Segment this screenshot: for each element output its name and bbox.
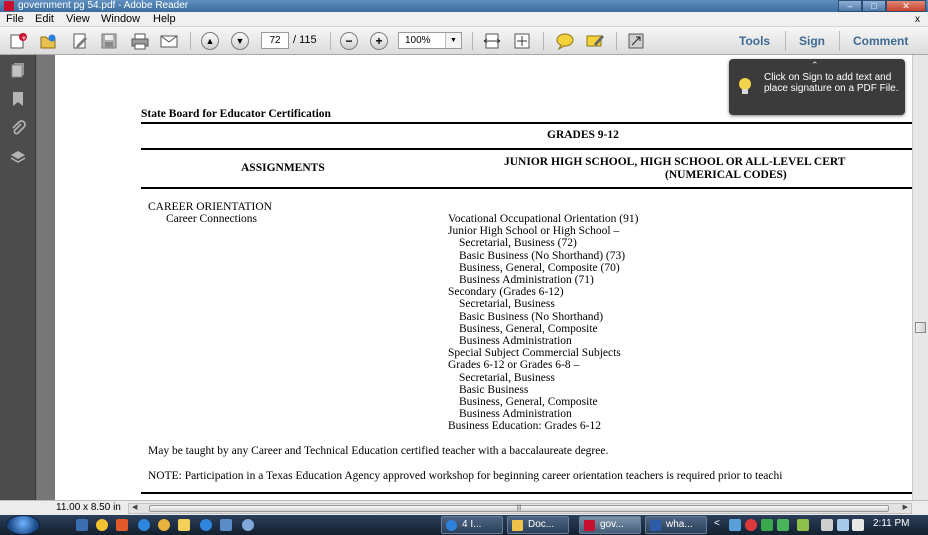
- page-total: / 115: [293, 34, 317, 46]
- minimize-button[interactable]: –: [838, 0, 862, 12]
- word-icon: [650, 520, 661, 531]
- zoom-level-select[interactable]: [398, 32, 462, 49]
- qualification-item: Secretarial, Business: [459, 371, 555, 384]
- page-thumbnails-icon[interactable]: [9, 62, 27, 78]
- chrome-icon[interactable]: [158, 519, 170, 531]
- career-orientation-label: CAREER ORIENTATION: [148, 201, 272, 213]
- taskbar: [0, 515, 928, 535]
- print-icon[interactable]: [130, 32, 150, 50]
- table-rule: [141, 187, 912, 189]
- grades-heading: GRADES 9-12: [547, 129, 619, 141]
- qualification-item: Secretarial, Business (72): [459, 237, 577, 250]
- remote-desktop-icon[interactable]: [220, 519, 232, 531]
- page-size: 11.00 x 8.50 in: [56, 502, 121, 513]
- scrollbar-thumb[interactable]: [915, 322, 926, 333]
- comment-pane-link[interactable]: Comment: [853, 34, 909, 48]
- numerical-codes-heading: (NUMERICAL CODES): [665, 169, 787, 181]
- signal-icon[interactable]: [821, 519, 833, 531]
- zoom-in-button[interactable]: +: [369, 32, 389, 50]
- qualification-item: Junior High School or High School –: [448, 225, 620, 238]
- start-button[interactable]: [6, 515, 40, 535]
- horizontal-scrollbar-thumb[interactable]: |||: [149, 505, 889, 512]
- security-icon[interactable]: [745, 519, 757, 531]
- document-header: State Board for Educator Certification: [141, 108, 331, 120]
- taskbar-button-label: Doc...: [528, 519, 555, 530]
- toolbar-divider: [543, 32, 544, 50]
- lightbulb-icon: [737, 77, 753, 100]
- assignments-heading: ASSIGNMENTS: [241, 162, 325, 174]
- system-clock[interactable]: 2:11 PM: [873, 518, 910, 529]
- antivirus-icon[interactable]: [797, 519, 809, 531]
- toolbar-divider: [330, 32, 331, 50]
- qualification-item: Vocational Occupational Orientation (91): [448, 213, 639, 225]
- taskbar-button-adobe-reader[interactable]: [579, 516, 641, 534]
- volume-icon[interactable]: [852, 519, 864, 531]
- taskbar-button-word[interactable]: [645, 516, 707, 534]
- taskbar-button-label: gov...: [600, 519, 624, 530]
- open-icon[interactable]: [38, 32, 58, 50]
- chevron-down-icon[interactable]: ▼: [445, 33, 461, 48]
- svg-text:+: +: [21, 34, 27, 42]
- window-controls: [838, 0, 926, 12]
- zoom-out-button[interactable]: −: [339, 32, 359, 50]
- toolbar-divider: [472, 32, 473, 50]
- qualification-item: Business, General, Composite (70): [459, 261, 620, 274]
- toolbar-divider: [785, 31, 786, 51]
- email-icon[interactable]: [159, 32, 179, 50]
- scroll-right-icon[interactable]: ▶: [902, 504, 908, 511]
- menu-window[interactable]: Window: [101, 13, 141, 25]
- toolbar-divider: [616, 32, 617, 50]
- qualification-item: Basic Business (No Shorthand): [459, 310, 604, 323]
- edit-document-icon[interactable]: [70, 32, 90, 50]
- tray-expand-icon[interactable]: <: [714, 518, 720, 529]
- document-view[interactable]: [37, 55, 912, 500]
- network-icon[interactable]: [729, 519, 741, 531]
- header-rule: [141, 122, 912, 124]
- internet-explorer-icon[interactable]: [138, 519, 150, 531]
- taskbar-button-browser[interactable]: [441, 516, 503, 534]
- save-icon[interactable]: [99, 32, 119, 50]
- scroll-left-icon[interactable]: ◀: [132, 504, 138, 511]
- menu-bar: [0, 12, 928, 27]
- qualification-item: Business Administration: [459, 408, 572, 421]
- fit-width-icon[interactable]: [482, 32, 502, 50]
- fit-page-icon[interactable]: [512, 32, 532, 50]
- qualification-item: Basic Business (No Shorthand) (73): [459, 249, 626, 262]
- show-desktop-icon[interactable]: [76, 519, 88, 531]
- certification-heading: JUNIOR HIGH SCHOOL, HIGH SCHOOL OR ALL-LEVEL CERT: [504, 156, 846, 168]
- navigation-pane: [0, 55, 36, 500]
- sticky-note-icon[interactable]: [555, 32, 575, 50]
- qualification-item: Business Administration: [459, 335, 572, 348]
- qualification-item: Grades 6-12 or Grades 6-8 –: [448, 359, 580, 372]
- expand-icon[interactable]: [626, 32, 646, 50]
- workshop-note: NOTE: Participation in a Texas Education Agency approved workshop for beginning career orientation teachers is required prior to teachi: [148, 470, 783, 482]
- globe-icon[interactable]: [242, 519, 254, 531]
- internet-explorer-icon: [446, 520, 457, 531]
- internet-explorer-icon[interactable]: [200, 519, 212, 531]
- menu-view[interactable]: View: [66, 13, 90, 25]
- close-document-button[interactable]: x: [915, 14, 920, 25]
- teaching-note: May be taught by any Career and Technical Education certified teacher with a baccalaureate degree.: [148, 445, 609, 457]
- tools-pane-link[interactable]: Tools: [739, 34, 771, 48]
- maximize-button[interactable]: □: [862, 0, 886, 12]
- qualification-item: Business, General, Composite: [459, 396, 598, 409]
- vertical-scrollbar[interactable]: [912, 55, 928, 500]
- toolbar-divider: [839, 31, 840, 51]
- next-page-button[interactable]: ▼: [230, 32, 250, 50]
- qualification-item: Business Administration (71): [459, 274, 594, 287]
- bookmarks-icon[interactable]: [9, 91, 27, 107]
- messenger-icon[interactable]: [96, 519, 108, 531]
- qualification-item: Secretarial, Business: [459, 298, 555, 311]
- sign-tooltip[interactable]: [729, 59, 905, 115]
- horizontal-scrollbar[interactable]: [128, 503, 912, 514]
- toolbar: [0, 27, 928, 55]
- highlight-icon[interactable]: [585, 32, 605, 50]
- toolbar-divider: [190, 32, 191, 50]
- adobe-reader-icon: [4, 1, 14, 11]
- previous-page-button[interactable]: ▲: [200, 32, 220, 50]
- sign-pane-link[interactable]: Sign: [799, 34, 825, 48]
- checkmark-icon[interactable]: [777, 519, 789, 531]
- folder-icon[interactable]: [178, 519, 190, 531]
- qualification-item: Secondary (Grades 6-12): [448, 286, 564, 299]
- menu-file[interactable]: File: [6, 13, 24, 25]
- display-icon[interactable]: [837, 519, 849, 531]
- media-icon[interactable]: [116, 519, 128, 531]
- attachments-icon[interactable]: [9, 120, 27, 136]
- adobe-reader-icon: [584, 520, 595, 531]
- career-connections-label: Career Connections: [166, 213, 258, 225]
- page-number-input[interactable]: 72: [261, 32, 289, 49]
- qualification-item: Business, General, Composite: [459, 322, 598, 335]
- qualification-item: Basic Business: [459, 383, 529, 396]
- menu-edit[interactable]: Edit: [35, 13, 54, 25]
- layers-icon[interactable]: [9, 149, 27, 165]
- create-pdf-icon[interactable]: [8, 32, 28, 50]
- tooltip-text: Click on Sign to add text and place signature on a PDF File.: [764, 72, 899, 94]
- taskbar-button-label: 4 I...: [462, 519, 482, 530]
- pdf-page: [55, 55, 912, 500]
- qualification-item: Special Subject Commercial Subjects: [448, 347, 621, 360]
- update-icon[interactable]: [761, 519, 773, 531]
- qualification-list: [448, 213, 638, 433]
- close-window-button[interactable]: ✕: [886, 0, 926, 12]
- taskbar-button-label: wha...: [666, 519, 693, 530]
- table-rule: [141, 492, 912, 494]
- title-bar: [0, 0, 928, 12]
- status-bar: [0, 500, 928, 515]
- chevron-up-icon[interactable]: ⌃: [811, 60, 819, 70]
- menu-help[interactable]: Help: [153, 13, 176, 25]
- folder-icon: [512, 520, 523, 531]
- zoom-level-value: 100%: [405, 35, 431, 46]
- taskbar-button-documents[interactable]: [507, 516, 569, 534]
- qualification-item: Business Education: Grades 6-12: [448, 420, 601, 433]
- window-title: government pg 54.pdf - Adobe Reader: [18, 0, 189, 11]
- table-rule: [141, 148, 912, 150]
